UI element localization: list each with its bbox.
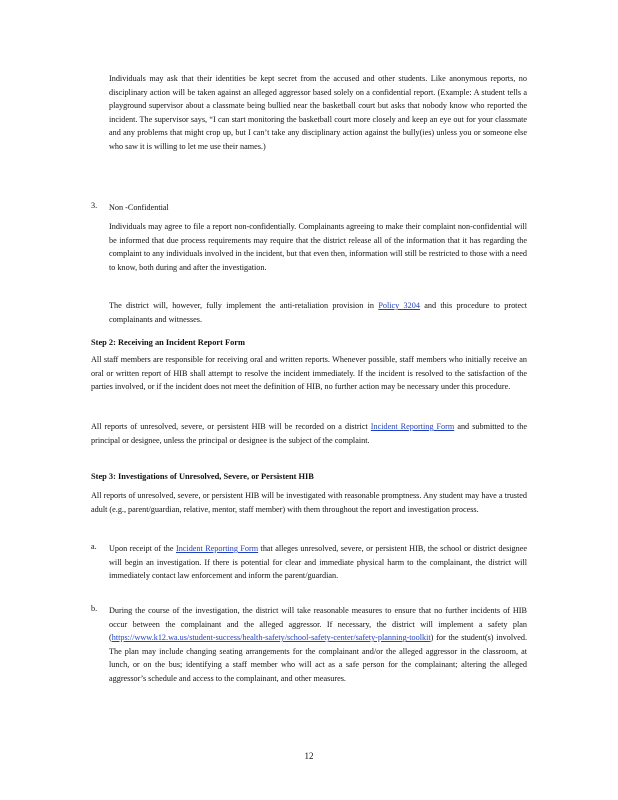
step-2-text-before: All reports of unresolved, severe, or persistent HIB will be recorded on a district <box>91 422 371 431</box>
step-3-text: All reports of unresolved, severe, or persistent HIB will be investigated with reasonable promptness. Any student may have a trusted adult (e.g., parent/guardian, relative, mentor, staff member) with them throughout the report and investigation process. <box>91 491 527 514</box>
item-a-marker: a. <box>91 542 97 551</box>
non-confidential-text: Individuals may agree to file a report non-confidentially. Complainants agreeing to make their complaint non-confidential will be informed that due process requirements may require that the district release all of the information that it has regarding the complaint to any individuals involved in the incident, but that even then, information will still be restricted to those with a need to know, both during and after the investigation. <box>109 222 527 272</box>
anti-retaliation-text-after: and this procedure to protect complainants and witnesses. <box>109 301 528 324</box>
policy-3204-link[interactable]: Policy 3204 <box>378 301 420 310</box>
step-3-heading: Step 3: Investigations of Unresolved, Severe, or Persistent HIB <box>91 472 314 481</box>
anti-retaliation-text-before: The district will, however, fully implement the anti-retaliation provision in <box>109 301 379 310</box>
item-3-title: Non -Confidential <box>109 203 169 212</box>
anti-retaliation-paragraph <box>109 299 527 326</box>
intro-text: Individuals may ask that their identities be kept secret from the accused and other students. Like anonymous reports, no disciplinary action will be taken against an alleged aggressor based solely on a confidential report. (Example: A student tells a playground supervisor about a classmate being bullied near the basketball court but asks that nobody know who reported the incident. The supervisor says, “I can start monitoring the basketball court more closely and keep an eye out for your classmate and any problems that might crop up, but I can’t take any disciplinary action against the bully(ies) unless you or someone else who saw it is willing to let me use their names.) <box>109 74 527 151</box>
non-confidential-paragraph <box>109 220 527 274</box>
intro-paragraph <box>109 72 527 154</box>
item-a-text-before: Upon receipt of the <box>109 544 176 553</box>
item-3-marker: 3. <box>91 201 98 210</box>
page-number: 12 <box>304 751 314 761</box>
step-2-heading: Step 2: Receiving an Incident Report Form <box>91 338 245 347</box>
item-b-marker: b. <box>91 604 98 613</box>
item-a-paragraph <box>109 542 527 583</box>
step-2-text-1: All staff members are responsible for receiving oral and written reports. Whenever possible, staff members who initially receive an oral or written report of HIB shall attempt to resolve the incident immediately. If the incident is resolved to the satisfaction of the parties involved, or if the incident does not meet the definition of HIB, no further action may be necessary under this procedure. <box>91 355 527 392</box>
item-b-text-before: During the course of the investigation, the district will take reasonable measures to ensure that no further incidents of HIB occur between the complainant and the alleged aggressor. If necessary, the district will implement a safety plan ( <box>109 606 527 643</box>
step-2-text-after: and submitted to the principal or designee, unless the principal or designee is the subject of the complaint. <box>91 422 527 445</box>
step-2-paragraph-2 <box>91 420 527 447</box>
step-3-paragraph <box>91 489 527 516</box>
item-b-text-after: ) for the student(s) involved. The plan may include changing seating arrangements for the complainant and/or the alleged aggressor in the classroom, at lunch, or on the bus; identifying a staff member who will act as a safe person for the complainant; altering the alleged aggressor’s schedule and access to the complainant, and other measures. <box>109 633 527 683</box>
item-a-text-after: that alleges unresolved, severe, or persistent HIB, the school or district designee will begin an investigation. If there is potential for clear and immediate physical harm to the complainant, the district will immediately contact law enforcement and inform the parent/guardian. <box>109 544 527 581</box>
incident-reporting-form-link[interactable]: Incident Reporting Form <box>370 422 455 431</box>
step-2-paragraph-1 <box>91 353 527 394</box>
item-b-paragraph <box>109 604 527 686</box>
safety-planning-toolkit-link[interactable]: https://www.k12.wa.us/student-success/health-safety/school-safety-center/safety-planning-toolkit <box>111 633 431 643</box>
incident-reporting-form-link-2[interactable]: Incident Reporting Form <box>175 544 259 553</box>
